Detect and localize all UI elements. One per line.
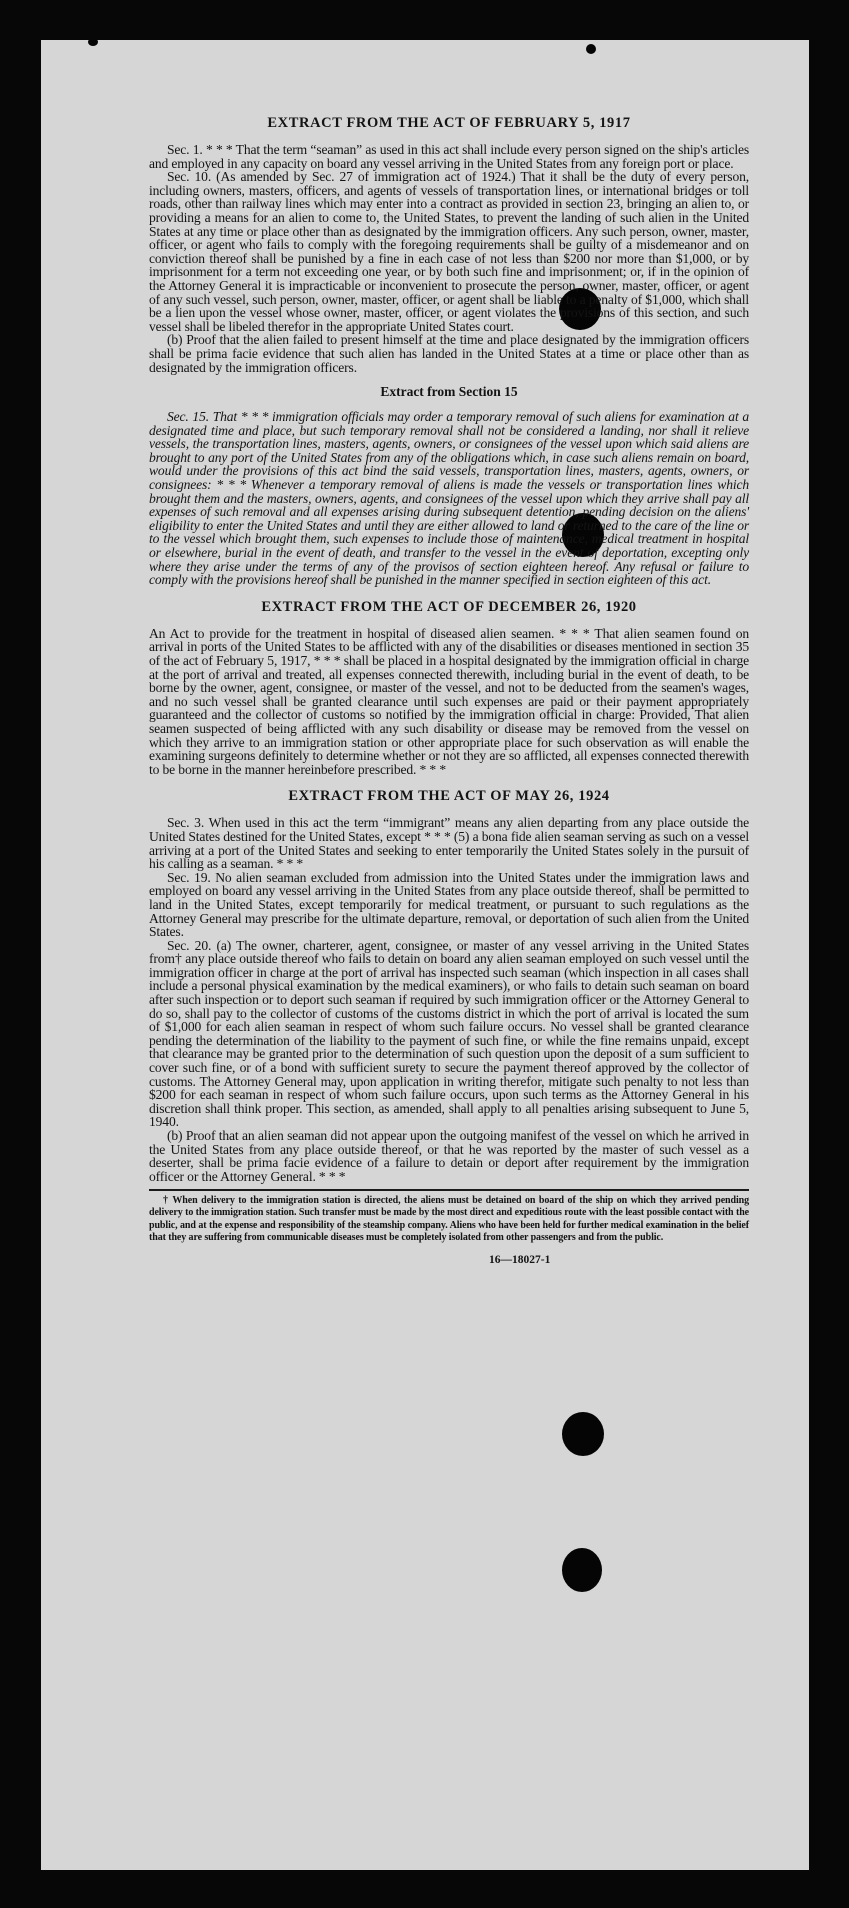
sec-19-paragraph: Sec. 19. No alien seaman excluded from admission into the United States under the immigration laws and employed on board any vessel arriving in the United States from any place outside thereof, shall be permitted to land in the United States, except temporarily for medical treatment, or pursuant to such regulations as the Attorney General may prescribe for the ultimate departure, removal, or deportation of such alien from the United States.: [149, 869, 749, 940]
footnote-text: † When delivery to the immigration station is directed, the aliens must be detained on board of the ship on which they arrived pending delivery to the immigration station. Such transfer must be made by the most direct and expeditious route with the least possible contact with the public, and at the expense and responsibility of the steamship company. Aliens who have been held for further medical examination in the belief that they are suffering from communicable diseases must be completely isolated from other passengers and from the public.: [149, 1195, 749, 1243]
sec-20-paragraph: Sec. 20. (a) The owner, charterer, agent, consignee, or master of any vessel arriving in the United States from† any place outside thereof who fails to detain on board any alien seaman employed on such vessel until the immigration officer in charge at the port of arrival has inspected such seaman (which inspection in all cases shall include a personal physical examination by the medical examiners), or who fails to detain such seaman on board after such inspection or to deport such seaman if required by such immigration officer or the Attorney General to do so, shall pay to the collector of customs of the customs district in which the port of arrival is located the sum of $1,000 for each alien seaman in respect of whom such failure occurs. No vessel shall be granted clearance pending the determination of the liability to the payment of such fine, or while the fine remains unpaid, except that clearance may be granted prior to the determination of such question upon the deposit of a sum sufficient to cover such fine, or of a bond with sufficient surety to secure the payment thereof approved by the collector of customs. The Attorney General may, upon application in writing therefor, mitigate such penalty to not less than $200 for each seaman in respect of whom such failure occurs, upon such terms as the Attorney General in his discretion shall think proper. This section, as amended, shall apply to all penalties arising subsequent to June 5, 1940.: [149, 937, 749, 1130]
top-left-mark: [88, 40, 98, 46]
top-right-mark: [586, 44, 596, 54]
form-code: 16—18027-1: [489, 1253, 551, 1266]
heading-act-1920: EXTRACT FROM THE ACT OF DECEMBER 26, 1920: [261, 598, 637, 615]
sec-20-b-paragraph: (b) Proof that an alien seaman did not appear upon the outgoing manifest of the vessel on which he arrived in the United States from any place outside thereof, or that he was reported by the master of such vessel as a deserter, shall be prima facie evidence of a failure to detain or deport after requirement by the immigration officer or the Attorney General. * * *: [149, 1128, 749, 1184]
heading-act-1917: EXTRACT FROM THE ACT OF FEBRUARY 5, 1917: [267, 115, 631, 131]
heading-act-1924: EXTRACT FROM THE ACT OF MAY 26, 1924: [288, 788, 610, 805]
sec-15-paragraph: Sec. 15. That * * * immigration officials may order a temporary removal of such aliens for examination at a designated time and place, but such temporary removal shall not be considered a landing, nor shall it relieve vessels, the transportation lines, masters, agents, owners, or consignees of the vessel upon which said aliens are brought to any port of the United States from any of the obligations which, in case such aliens remain on board, would under the provisions of this act bind the said vessels, transportation lines, masters, agents, owners, or consignees: * * * Whenever a temporary removal of aliens is made the vessels or transportation lines which brought them and the masters, owners, agents, and consignees of the vessel upon which they arrive shall pay all expenses of such removal and all expenses arising during subsequent detention, pending decision on the aliens' eligibility to enter the United States and until they are either allowed to land or returned to the care of the line or to the vessel which brought them, such expenses to include those of maintenance, medical treatment in hospital or elsewhere, burial in the event of death, and transfer to the vessel in the event of deportation, excepting only where they arise under the terms of any of the provisos of section eighteen hereof. Any refusal or failure to comply with the provisions hereof shall be punished in the manner specified in section eighteen of this act.: [149, 409, 749, 588]
sec-1-paragraph: Sec. 1. * * * That the term “seaman” as used in this act shall include every person signed on the ship's articles and employed in any capacity on board any vessel arriving in the United States from any foreign port or place.: [149, 142, 749, 171]
document-text: [149, 115, 749, 1266]
punch-hole-3: [562, 1412, 604, 1456]
document-page: [41, 40, 809, 1870]
sec-10-paragraph: Sec. 10. (As amended by Sec. 27 of immigration act of 1924.) That it shall be the duty of every person, including owners, masters, officers, and agents of vessels of transportation lines, or international bridges or toll roads, other than railway lines which may enter into a contract as provided in section 23, bringing an alien to, or providing a means for an alien to come to, the United States, to prevent the landing of such alien in the United States at any time or place other than as designated by the immigration officers. Any such person, owner, master, officer, or agent who fails to comply with the foregoing requirements shall be guilty of a misdemeanor and on conviction thereof shall be punished by a fine in each case of not less than $200 nor more than $1,000, or by imprisonment for a term not exceeding one year, or by both such fine and imprisonment; or, if in the opinion of the Attorney General it is impracticable or inconvenient to prosecute the person, owner, master, officer, or agent of any such vessel, such person, owner, master, officer, or agent shall be liable to a penalty of $1,000, which shall be a lien upon the vessel whose owner, master, officer, or agent violates the provisions of this section, and such vessel shall be libeled therefor in the appropriate United States court.: [149, 169, 749, 334]
act-1920-paragraph: An Act to provide for the treatment in hospital of diseased alien seamen. * * * That alien seamen found on arrival in ports of the United States to be afflicted with any of the disabilities or diseases mentioned in section 35 of the act of February 5, 1917, * * * shall be placed in a hospital designated by the immigration official in charge at the port of arrival and treated, all expenses connected therewith, including burial in the event of death, to be borne by the owner, agent, consignee, or master of the vessel, and not to be deducted from the seamen's wages, and no such vessel shall be granted clearance until such expenses are paid or their payment appropriately guaranteed and the collector of customs so notified by the immigration official in charge: Provided, That alien seamen suspected of being afflicted with any such disability or disease may be removed from the vessel on which they arrive to an immigration station or other appropriate place for such observation as will enable the examining surgeons definitely to determine whether or not they are so afflicted, all expenses connected therewith to be borne in the manner hereinbefore prescribed. * * *: [149, 625, 749, 777]
sec-3-paragraph: Sec. 3. When used in this act the term “immigrant” means any alien departing from any place outside the United States destined for the United States, except * * * (5) a bona fide alien seaman serving as such on a vessel arriving at a port of the United States and seeking to enter temporarily the United States solely in the pursuit of his calling as a seaman. * * *: [149, 815, 749, 872]
heading-section-15: Extract from Section 15: [380, 384, 518, 400]
sec-10-b-paragraph: (b) Proof that the alien failed to present himself at the time and place designated by the immigration officers shall be prima facie evidence that such alien has landed in the United States at a time or place other than as designated by the immigration officers.: [149, 332, 749, 375]
punch-hole-4: [562, 1548, 602, 1592]
